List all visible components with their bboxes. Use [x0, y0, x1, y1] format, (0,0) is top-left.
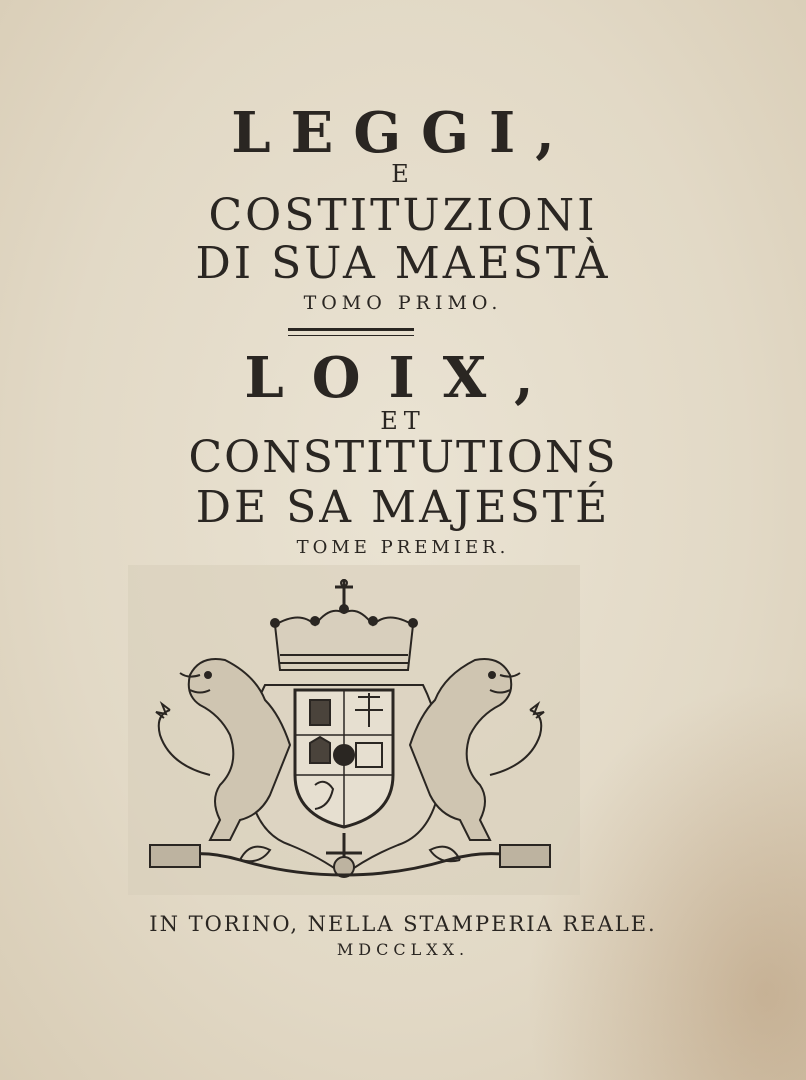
italian-title-line-2: DI SUA MAESTÀ [195, 238, 611, 289]
italian-conjunction: E [391, 160, 415, 188]
italian-title-line-1: COSTITUZIONI [208, 190, 598, 241]
italian-title-main: LEGGI, [231, 100, 575, 166]
french-title-line-1: CONSTITUTIONS [188, 432, 618, 483]
italian-volume: TOMO PRIMO. [303, 292, 503, 314]
imprint-year: MDCCLXX. [336, 940, 470, 959]
divider-rule [288, 328, 414, 336]
french-conjunction: ET [380, 407, 426, 435]
imprint-place: IN TORINO, NELLA STAMPERIA REALE. [149, 912, 657, 936]
french-volume: TOME PREMIER. [296, 537, 510, 558]
french-title-main: LOIX, [244, 345, 562, 411]
french-title-line-2: DE SA MAJESTÉ [195, 482, 611, 533]
royal-coat-of-arms-with-lions-and-crown-icon [130, 575, 570, 890]
